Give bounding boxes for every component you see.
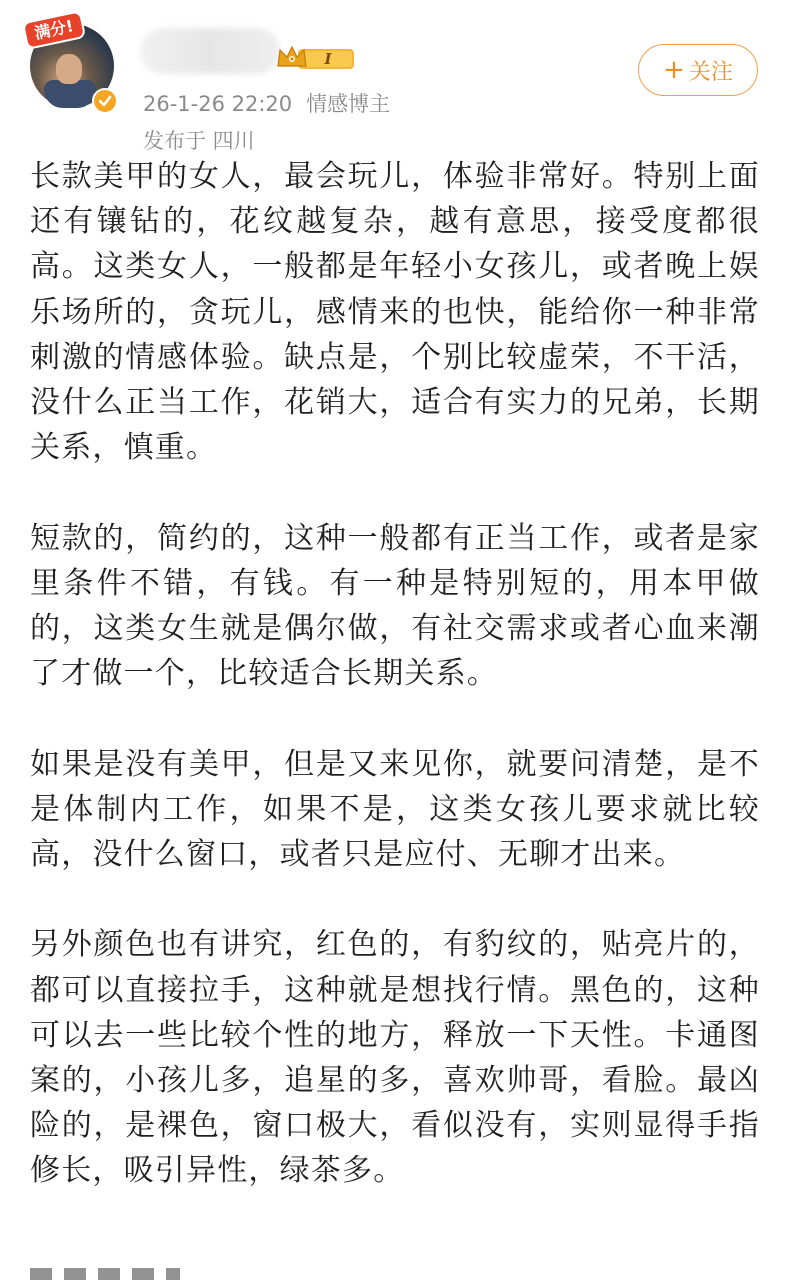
post-timestamp: 26-1-26 22:20	[143, 92, 293, 116]
post-paragraph-2: 短款的，简约的，这种一般都有正当工作，或者是家里条件不错，有钱。有一种是特别短的，用本甲做的，这类女生就是偶尔做，有社交需求或者心血来潮了才做一个，比较适合长期关系。	[30, 520, 760, 692]
post-location: 发布于 四川	[143, 129, 255, 153]
post-paragraph-1: 长款美甲的女人，最会玩儿，体验非常好。特别上面还有镶钻的，花纹越复杂，越有意思，接受度都很高。这类女人，一般都是年轻小女孩儿，或者晚上娱乐场所的，贪玩儿，感情来的也快，能给你一种非常刺激的情感体验。缺点是，个别比较虚荣，不干活，没什么正当工作，花销大，适合有实力的兄弟，长期关系，慎重。	[30, 159, 760, 466]
verified-badge-icon	[92, 88, 118, 114]
avatar[interactable]	[30, 16, 114, 108]
avatar-frame-badge: 满分!	[24, 12, 84, 47]
post-paragraph-4: 另外颜色也有讲究，红色的，有豹纹的，贴亮片的，都可以直接拉手，这种就是想找行情。黑色的，这种可以去一些比较个性的地方，释放一下天性。卡通图案的，小孩儿多，追星的多，喜欢帅哥，看脸。最凶险的，是裸色，窗口极大，看似没有，实则显得手指修长，吸引异性，绿茶多。	[30, 927, 760, 1189]
truncated-next-line	[30, 1262, 180, 1280]
post-meta	[143, 88, 390, 118]
plus-icon: +	[663, 55, 685, 85]
post-body	[30, 154, 760, 1239]
crown-icon[interactable]	[276, 44, 356, 72]
post-paragraph-3: 如果是没有美甲，但是又来见你，就要问清楚，是不是体制内工作，如果不是，这类女孩儿要求就比较高，没什么窗口，或者只是应付、无聊才出来。	[30, 746, 760, 873]
post-header	[0, 0, 787, 160]
username-blurred[interactable]	[140, 28, 280, 74]
follow-label: 关注	[688, 59, 733, 85]
avatar-face	[56, 54, 82, 84]
level-badge-text: I	[324, 50, 332, 68]
avatar-body	[44, 80, 96, 108]
follow-button[interactable]	[638, 44, 758, 96]
author-tag: 情感博主	[306, 92, 391, 116]
